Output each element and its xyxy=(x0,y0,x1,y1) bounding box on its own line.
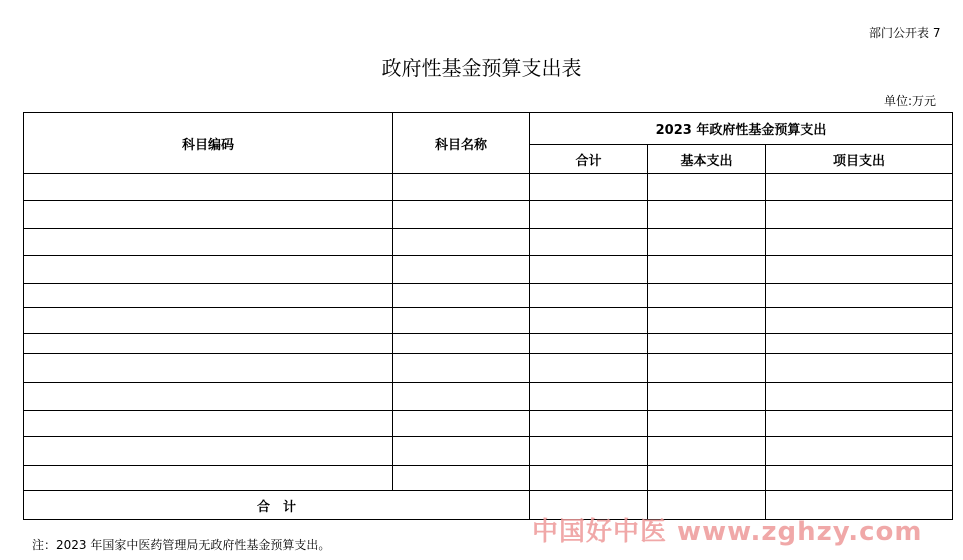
table-cell xyxy=(648,174,766,201)
table-cell xyxy=(766,383,953,411)
table-cell xyxy=(393,229,530,256)
table-cell xyxy=(648,284,766,308)
table-cell xyxy=(648,229,766,256)
table-cell xyxy=(648,256,766,284)
table-cell xyxy=(648,383,766,411)
table-cell xyxy=(530,466,648,491)
table-cell xyxy=(530,229,648,256)
table-cell xyxy=(766,201,953,229)
table-cell xyxy=(24,308,393,334)
table-cell xyxy=(766,174,953,201)
table-row xyxy=(24,437,953,466)
table-cell xyxy=(766,466,953,491)
table-cell xyxy=(24,256,393,284)
table-row xyxy=(24,229,953,256)
table-row xyxy=(24,308,953,334)
table-body xyxy=(24,174,953,491)
table-cell xyxy=(24,201,393,229)
table-cell xyxy=(530,354,648,383)
table-cell xyxy=(530,201,648,229)
table-cell xyxy=(24,437,393,466)
table-cell xyxy=(393,383,530,411)
table-cell xyxy=(24,466,393,491)
table-row xyxy=(24,411,953,437)
table-cell xyxy=(766,284,953,308)
table-cell xyxy=(648,308,766,334)
table-row xyxy=(24,201,953,229)
table-cell xyxy=(24,174,393,201)
table-cell xyxy=(24,383,393,411)
table-row xyxy=(24,334,953,354)
table-cell xyxy=(24,284,393,308)
table-row xyxy=(24,466,953,491)
header-name: 科目名称 xyxy=(393,113,530,174)
table-cell xyxy=(530,256,648,284)
table-cell xyxy=(766,334,953,354)
table-cell xyxy=(530,174,648,201)
table-cell xyxy=(24,229,393,256)
table-cell xyxy=(530,383,648,411)
table-cell xyxy=(24,354,393,383)
table-cell xyxy=(766,437,953,466)
table-cell xyxy=(393,334,530,354)
table-row xyxy=(24,174,953,201)
table-cell xyxy=(766,229,953,256)
table-cell xyxy=(648,334,766,354)
table-cell xyxy=(393,437,530,466)
table-cell xyxy=(530,437,648,466)
budget-table xyxy=(23,112,953,520)
table-cell xyxy=(393,411,530,437)
header-code: 科目编码 xyxy=(24,113,393,174)
table-cell xyxy=(766,256,953,284)
table-cell xyxy=(766,308,953,334)
table-cell xyxy=(393,201,530,229)
table-cell xyxy=(393,284,530,308)
table-cell xyxy=(393,354,530,383)
table-cell xyxy=(393,466,530,491)
footnote: 注：2023 年国家中医药管理局无政府性基金预算支出。 xyxy=(32,538,331,552)
table-number: 部门公开表 7 xyxy=(869,26,941,40)
page-title: 政府性基金预算支出表 xyxy=(381,56,582,80)
table-cell xyxy=(24,411,393,437)
table-cell xyxy=(530,284,648,308)
watermark: 中国好中医 www.zghzy.com xyxy=(532,517,923,547)
table-cell xyxy=(393,174,530,201)
unit-label: 单位:万元 xyxy=(884,94,937,108)
table-cell xyxy=(530,334,648,354)
table-cell xyxy=(24,334,393,354)
table-cell xyxy=(530,411,648,437)
table-row xyxy=(24,256,953,284)
table-cell xyxy=(766,411,953,437)
table-cell xyxy=(766,354,953,383)
header-basic: 基本支出 xyxy=(648,145,766,174)
table-cell xyxy=(648,437,766,466)
table-cell xyxy=(393,308,530,334)
table-cell xyxy=(530,308,648,334)
table-cell xyxy=(648,354,766,383)
table-cell xyxy=(393,256,530,284)
table-cell xyxy=(648,411,766,437)
table-cell xyxy=(648,201,766,229)
total-label: 合 计 xyxy=(24,491,530,520)
header-group: 2023 年政府性基金预算支出 xyxy=(530,113,953,145)
table-row xyxy=(24,354,953,383)
table-cell xyxy=(648,466,766,491)
table-row xyxy=(24,383,953,411)
header-total: 合计 xyxy=(530,145,648,174)
header-project: 项目支出 xyxy=(766,145,953,174)
table-row xyxy=(24,284,953,308)
